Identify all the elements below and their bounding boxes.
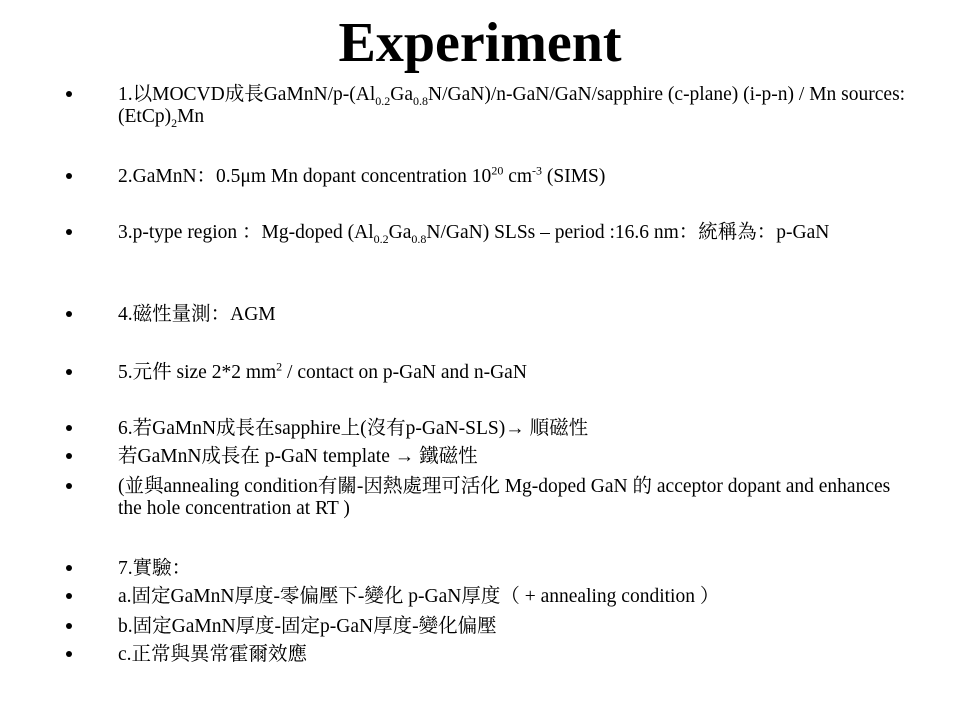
- item-text-4: 4.磁性量測：AGM: [118, 304, 276, 325]
- item-text-6: 6.若GaMnN成長在sapphire上(沒有p-GaN-SLS)→ 順磁性: [118, 418, 589, 439]
- list-item: [86, 418, 906, 440]
- bullet-dot-icon: [66, 84, 80, 106]
- list-item: [86, 558, 906, 580]
- bullet-dot-icon: [66, 644, 80, 666]
- item-text-8: (並與annealing condition有關-因熱處理可活化 Mg-doped GaN 的 acceptor dopant and enhances the hole concentration at RT ): [118, 476, 891, 519]
- item-text-2: 2.GaMnN：0.5μm Mn dopant concentration $10^{20}$ $cm^{-3}$ (SIMS): [118, 163, 606, 187]
- list-item: [86, 616, 906, 638]
- list-item: [86, 163, 906, 188]
- bullet-dot-icon: [66, 476, 80, 498]
- bullet-dot-icon: [66, 166, 80, 188]
- bullet-dot-icon: [66, 304, 80, 326]
- item-text-7: 若GaMnN成長在 p-GaN template → 鐵磁性: [118, 446, 478, 467]
- list-item: [86, 446, 906, 468]
- list-item: [86, 222, 906, 244]
- list-item: [86, 476, 906, 520]
- bullet-dot-icon: [66, 222, 80, 244]
- bullet-dot-icon: [66, 362, 80, 384]
- bullet-dot-icon: [66, 418, 80, 440]
- item-text-9: 7.實驗：: [118, 558, 192, 579]
- item-text-12: c.正常與異常霍爾效應: [118, 644, 308, 665]
- bullet-dot-icon: [66, 446, 80, 468]
- item-text-11: b.固定GaMnN厚度-固定p-GaN厚度-變化偏壓: [118, 616, 497, 637]
- bullet-dot-icon: [66, 616, 80, 638]
- list-item: [86, 304, 906, 326]
- list-item: [86, 84, 906, 128]
- item-text-1: 1.以MOCVD成長GaMnN/$p-(Al_{0.2}Ga_{0.8}N/GaN)/n-GaN/GaN$/sapphire (c-plane) (i-p-n) / Mn sources: $(EtCp)_2Mn$: [118, 84, 906, 130]
- slide-title: Experiment: [338, 12, 622, 74]
- list-item: [86, 644, 906, 666]
- item-text-5: 5.元件 size 2*2 $mm^2$ / contact on p-GaN and n-GaN: [118, 359, 527, 383]
- list-item: [86, 586, 906, 608]
- bullet-dot-icon: [66, 586, 80, 608]
- item-text-10: a.固定GaMnN厚度-零偏壓下-變化 p-GaN厚度（ + annealing condition ）: [118, 586, 720, 607]
- list-item: [86, 359, 906, 384]
- bullet-dot-icon: [66, 558, 80, 580]
- item-text-3: 3.p-type region ：Mg-doped $(Al_{0.2}Ga_{0.8}N/GaN)$ SLSs – period :16.6 nm：統稱為：p-GaN: [118, 222, 830, 246]
